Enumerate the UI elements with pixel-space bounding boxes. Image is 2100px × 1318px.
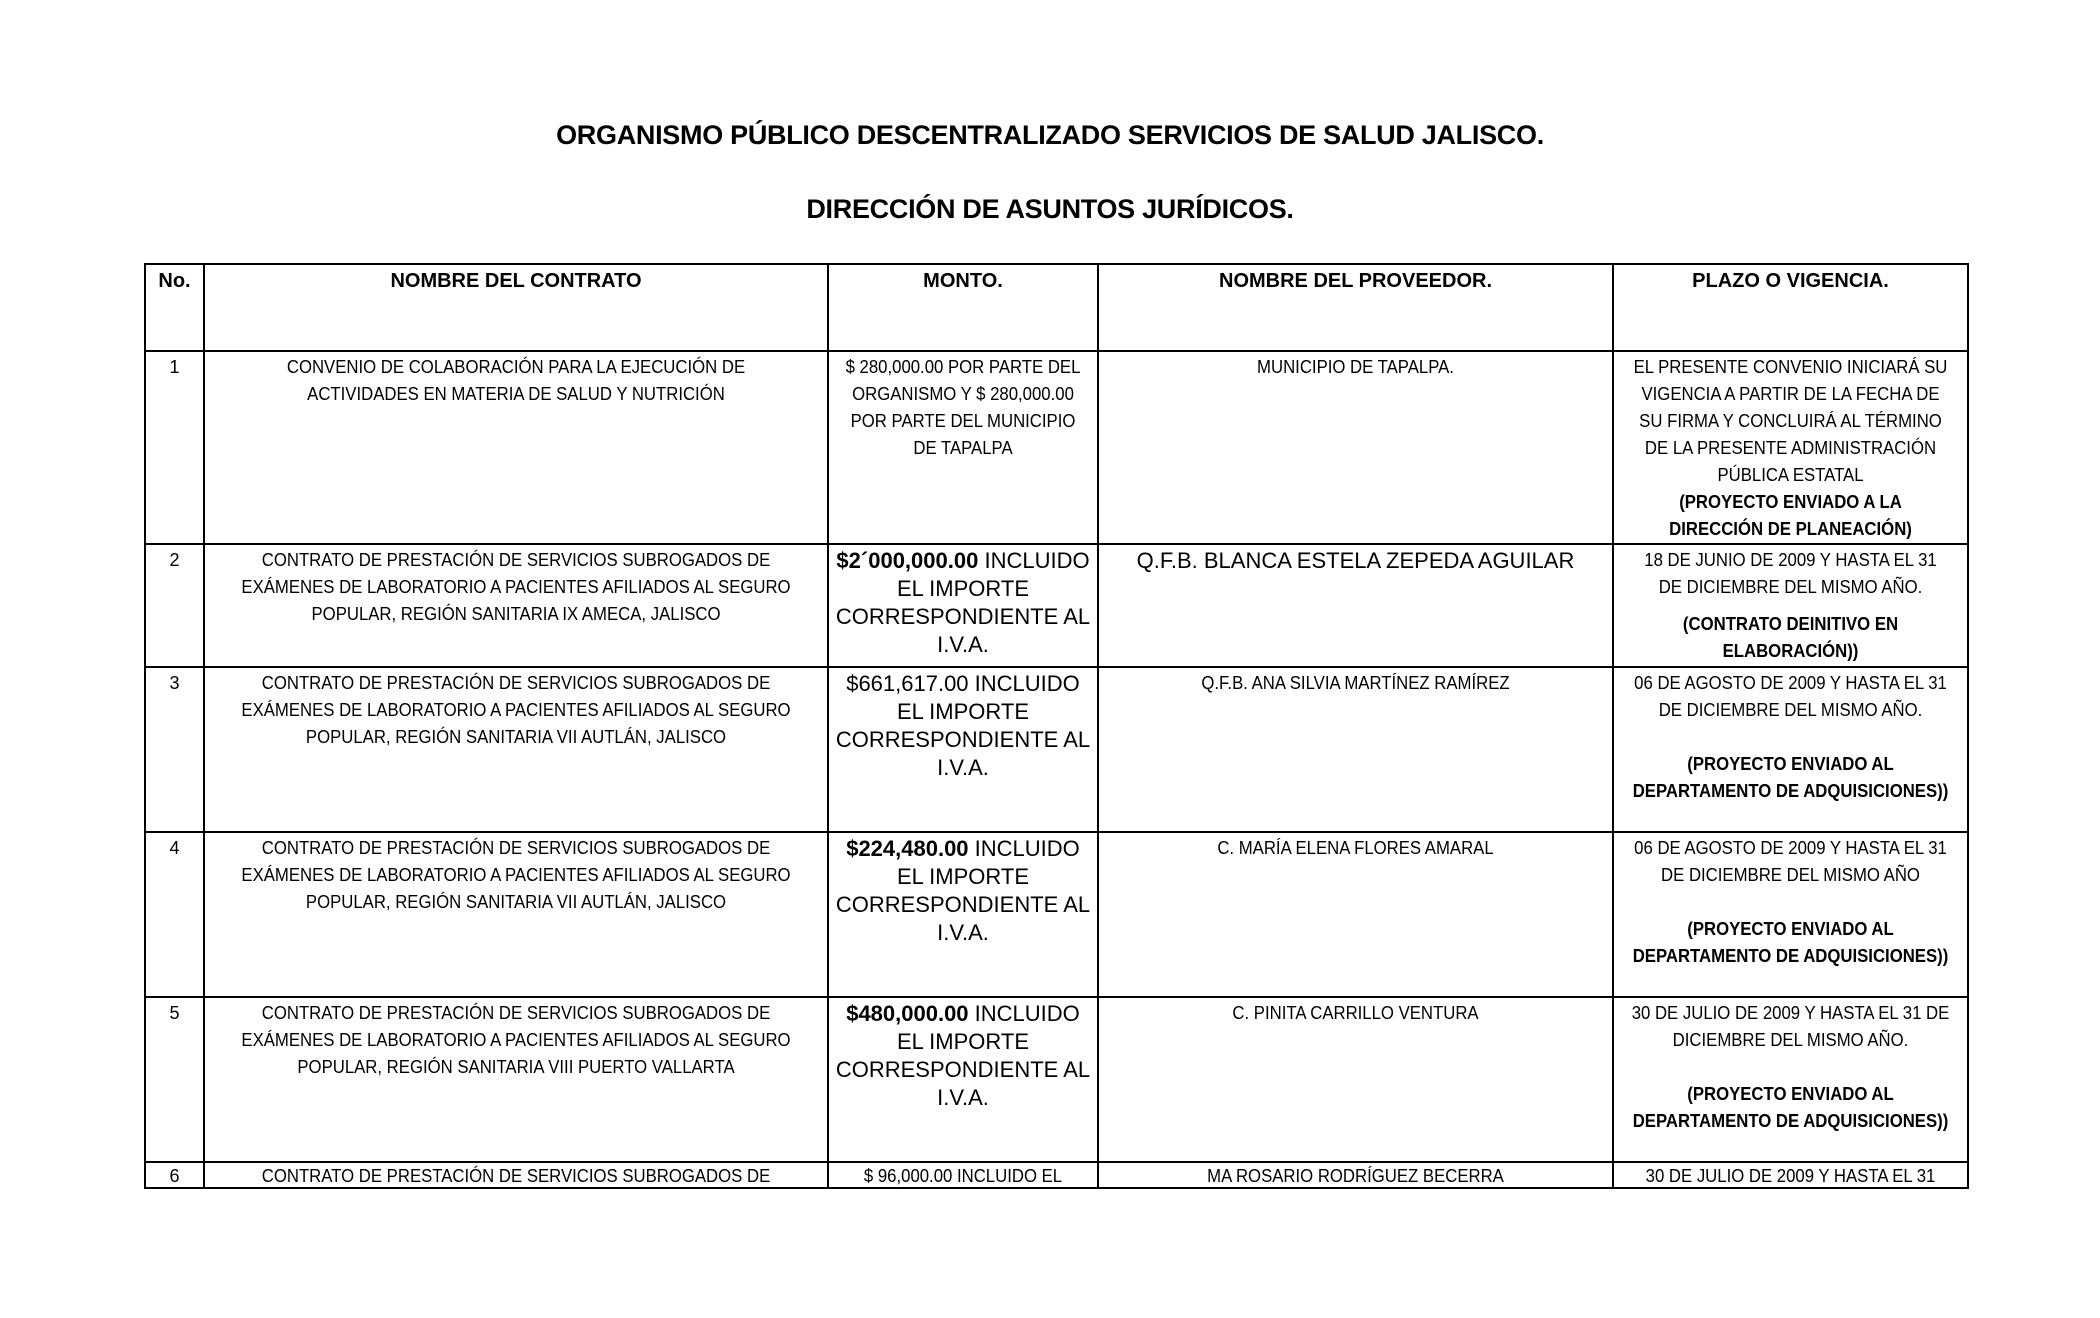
- contrato-text: CONTRATO DE PRESTACIÓN DE SERVICIOS SUBROGADOS DE EXÁMENES DE LABORATORIO A PACIENTES AFILIADOS AL SEGURO POPULAR, REGIÓN SANITARIA VII AUTLÁN, JALISCO: [241, 673, 791, 747]
- plazo-text: 06 DE AGOSTO DE 2009 Y HASTA EL 31 DE DICIEMBRE DEL MISMO AÑO.: [1634, 673, 1947, 720]
- table-row: [145, 351, 1968, 544]
- estado-text: (PROYECTO ENVIADO AL DEPARTAMENTO DE ADQUISICIONES)): [1632, 919, 1949, 966]
- cell-no: 6: [145, 1162, 204, 1188]
- cell-plazo: [1613, 351, 1968, 544]
- column-header-monto: MONTO.: [828, 264, 1098, 351]
- contrato-text: CONTRATO DE PRESTACIÓN DE SERVICIOS SUBROGADOS DE EXÁMENES DE LABORATORIO A PACIENTES AFILIADOS AL SEGURO POPULAR, REGIÓN SANITARIA VII AUTLÁN, JALISCO: [241, 838, 791, 912]
- plazo-text: 30 DE JULIO DE 2009 Y HASTA EL 31: [1645, 1166, 1936, 1186]
- proveedor-text: MUNICIPIO DE TAPALPA.: [1257, 357, 1454, 377]
- cell-contrato: [204, 667, 828, 832]
- table-row: [145, 997, 1968, 1162]
- cell-contrato: [204, 544, 828, 667]
- cell-proveedor: [1098, 832, 1613, 997]
- column-header-plazo: PLAZO O VIGENCIA.: [1613, 264, 1968, 351]
- proveedor-text: Q.F.B. ANA SILVIA MARTÍNEZ RAMÍREZ: [1201, 673, 1510, 693]
- proveedor-text: MA ROSARIO RODRÍGUEZ BECERRA: [1207, 1166, 1504, 1186]
- cell-no: 1: [145, 351, 204, 544]
- cell-plazo: [1613, 1162, 1968, 1188]
- cell-monto: [828, 544, 1098, 667]
- contrato-text: CONTRATO DE PRESTACIÓN DE SERVICIOS SUBROGADOS DE EXÁMENES DE LABORATORIO A PACIENTES AFILIADOS AL SEGURO POPULAR, REGIÓN SANITARIA IX AMECA, JALISCO: [241, 550, 791, 624]
- estado-text: (PROYECTO ENVIADO A LA DIRECCIÓN DE PLANEACIÓN): [1669, 492, 1912, 539]
- cell-proveedor: [1098, 997, 1613, 1162]
- cell-proveedor: [1098, 667, 1613, 832]
- cell-contrato: [204, 997, 828, 1162]
- column-header-no: No.: [145, 264, 204, 351]
- plazo-text: 30 DE JULIO DE 2009 Y HASTA EL 31 DE DICIEMBRE DEL MISMO AÑO.: [1631, 1003, 1950, 1050]
- plazo-text: 18 DE JUNIO DE 2009 Y HASTA EL 31 DE DICIEMBRE DEL MISMO AÑO.: [1644, 550, 1937, 597]
- cell-monto: [828, 667, 1098, 832]
- contracts-table: [144, 263, 1969, 1189]
- cell-monto: [828, 1162, 1098, 1188]
- monto-text: $661,617.00: [846, 671, 969, 696]
- cell-no: 4: [145, 832, 204, 997]
- cell-monto: [828, 351, 1098, 544]
- table-header-row: [145, 264, 1968, 351]
- plazo-text: EL PRESENTE CONVENIO INICIARÁ SU VIGENCIA A PARTIR DE LA FECHA DE SU FIRMA Y CONCLUIRÁ AL TÉRMINO DE LA PRESENTE ADMINISTRACIÓN PÚBLICA ESTATAL: [1633, 357, 1948, 485]
- cell-proveedor: [1098, 351, 1613, 544]
- plazo-text: 06 DE AGOSTO DE 2009 Y HASTA EL 31 DE DICIEMBRE DEL MISMO AÑO: [1634, 838, 1947, 885]
- proveedor-text: C. PINITA CARRILLO VENTURA: [1232, 1003, 1479, 1023]
- cell-no: 5: [145, 997, 204, 1162]
- cell-plazo: [1613, 997, 1968, 1162]
- monto-text: $480,000.00: [846, 1001, 969, 1026]
- monto-extra-text: INCLUIDO EL IMPORTE CORRESPONDIENTE AL I.V.A.: [835, 836, 1091, 945]
- column-header-proveedor: NOMBRE DEL PROVEEDOR.: [1098, 264, 1613, 351]
- proveedor-text: Q.F.B. BLANCA ESTELA ZEPEDA AGUILAR: [1136, 548, 1575, 573]
- cell-no: 3: [145, 667, 204, 832]
- cell-plazo: [1613, 832, 1968, 997]
- contrato-text: CONVENIO DE COLABORACIÓN PARA LA EJECUCIÓN DE ACTIVIDADES EN MATERIA DE SALUD Y NUTRICIÓN: [286, 357, 746, 404]
- monto-text: $ 96,000.00 INCLUIDO EL: [863, 1166, 1063, 1186]
- monto-extra-text: INCLUIDO EL IMPORTE CORRESPONDIENTE AL I.V.A.: [835, 671, 1091, 780]
- estado-text: (PROYECTO ENVIADO AL DEPARTAMENTO DE ADQUISICIONES)): [1632, 1084, 1949, 1131]
- monto-text: $2´000,000.00: [836, 548, 979, 573]
- estado-text: (PROYECTO ENVIADO AL DEPARTAMENTO DE ADQUISICIONES)): [1632, 754, 1949, 801]
- estado-text: (CONTRATO DEINITIVO EN ELABORACIÓN)): [1682, 614, 1899, 661]
- monto-extra-text: INCLUIDO EL IMPORTE CORRESPONDIENTE AL I.V.A.: [835, 548, 1091, 657]
- cell-proveedor: [1098, 1162, 1613, 1188]
- cell-contrato: [204, 1162, 828, 1188]
- document-title: ORGANISMO PÚBLICO DESCENTRALIZADO SERVICIOS DE SALUD JALISCO.: [556, 120, 1544, 150]
- cell-plazo: [1613, 544, 1968, 667]
- table-row: [145, 832, 1968, 997]
- proveedor-text: C. MARÍA ELENA FLORES AMARAL: [1217, 838, 1494, 858]
- contrato-text: CONTRATO DE PRESTACIÓN DE SERVICIOS SUBROGADOS DE EXÁMENES DE LABORATORIO A PACIENTES AFILIADOS AL SEGURO POPULAR, REGIÓN SANITARIA VIII PUERTO VALLARTA: [241, 1003, 791, 1077]
- monto-text: $224,480.00: [846, 836, 969, 861]
- document-subtitle: DIRECCIÓN DE ASUNTOS JURÍDICOS.: [806, 194, 1294, 224]
- table-row: [145, 667, 1968, 832]
- cell-proveedor: [1098, 544, 1613, 667]
- monto-text: $ 280,000.00 POR PARTE DEL ORGANISMO Y $ 280,000.00 POR PARTE DEL MUNICIPIO DE TAPALPA: [845, 357, 1081, 458]
- cell-contrato: [204, 351, 828, 544]
- monto-extra-text: INCLUIDO EL IMPORTE CORRESPONDIENTE AL I.V.A.: [835, 1001, 1091, 1110]
- cell-contrato: [204, 832, 828, 997]
- table-row: [145, 544, 1968, 667]
- cell-monto: [828, 832, 1098, 997]
- table-row: [145, 1162, 1968, 1188]
- cell-no: 2: [145, 544, 204, 667]
- cell-plazo: [1613, 667, 1968, 832]
- column-header-contrato: NOMBRE DEL CONTRATO: [204, 264, 828, 351]
- cell-monto: [828, 997, 1098, 1162]
- contrato-text: CONTRATO DE PRESTACIÓN DE SERVICIOS SUBROGADOS DE: [261, 1166, 771, 1186]
